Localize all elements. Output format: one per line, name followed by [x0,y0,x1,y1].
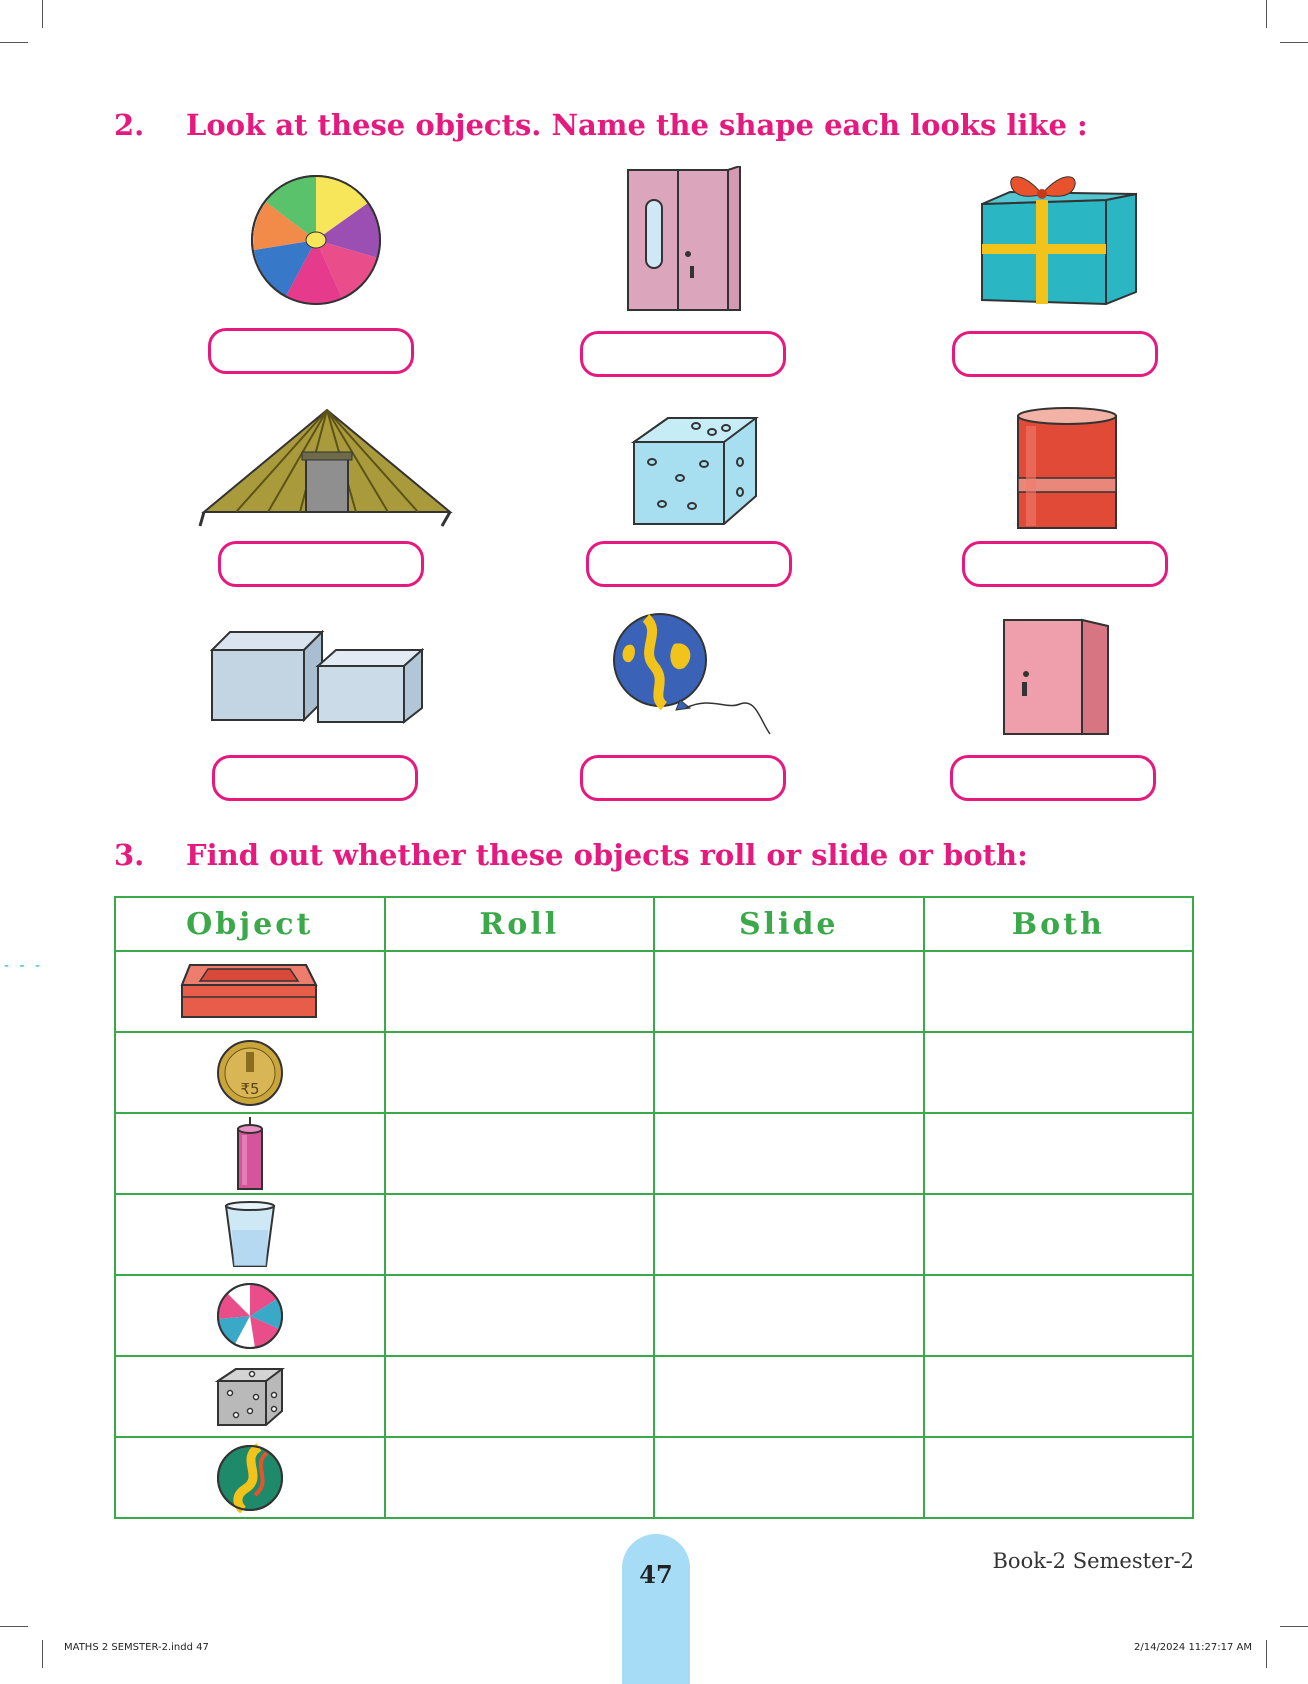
question-2-heading [114,108,1088,142]
table-header-row [115,897,1193,951]
object-cell [115,1356,385,1437]
ball-icon [215,1281,285,1351]
answer-box[interactable] [586,541,792,587]
both-cell[interactable] [924,1113,1194,1194]
glass-icon [222,1200,278,1270]
candle-icon [230,1117,270,1191]
drum-icon [1012,406,1122,532]
both-cell[interactable] [924,1032,1194,1113]
header-slide: Slide [654,897,924,951]
slide-cell[interactable] [654,1194,924,1275]
answer-box[interactable] [580,755,786,801]
table-row [115,1194,1193,1275]
brick-icon [180,957,320,1027]
object-cell [115,1437,385,1518]
boxes-icon [208,624,424,724]
both-cell[interactable] [924,1437,1194,1518]
answer-box[interactable] [950,755,1156,801]
table-row [115,1032,1193,1113]
dice-icon [214,1365,286,1429]
answer-box[interactable] [212,755,418,801]
answer-box[interactable] [952,331,1158,377]
balloon-icon [610,610,776,740]
table-row [115,951,1193,1032]
almirah-icon [1000,616,1112,738]
slide-cell[interactable] [654,1275,924,1356]
cupboard-icon [622,166,746,312]
roll-cell[interactable] [385,1194,655,1275]
beach-ball-icon [246,170,386,310]
slide-cell[interactable] [654,1356,924,1437]
question-3-number: 3. [114,838,145,872]
tent-icon [196,406,458,530]
page-tab [622,1534,690,1684]
both-cell[interactable] [924,1275,1194,1356]
answer-box[interactable] [962,541,1168,587]
question-3-heading [114,838,1028,872]
roll-cell[interactable] [385,1032,655,1113]
answer-box[interactable] [218,541,424,587]
marble-icon [215,1443,285,1513]
roll-cell[interactable] [385,1113,655,1194]
slide-cell[interactable] [654,1437,924,1518]
object-cell [115,1032,385,1113]
file-slug: MATHS 2 SEMSTER-2.indd 47 [64,1642,209,1653]
object-cell [115,1194,385,1275]
coin-icon [215,1038,285,1108]
roll-cell[interactable] [385,951,655,1032]
print-timestamp: 2/14/2024 11:27:17 AM [1133,1642,1252,1653]
question-3-text: Find out whether these objects roll or slide or both: [186,838,1028,872]
gift-box-icon [976,164,1140,310]
dice-icon [624,414,760,528]
object-cell [115,1113,385,1194]
question-2-number: 2. [114,108,145,142]
header-object: Object [115,897,385,951]
table-row [115,1113,1193,1194]
object-cell [115,951,385,1032]
slide-cell[interactable] [654,951,924,1032]
question-2-text: Look at these objects. Name the shape each looks like : [186,108,1088,142]
table-row [115,1275,1193,1356]
page-number: 47 [639,1560,673,1589]
roll-slide-table [114,896,1194,1519]
book-label: Book-2 Semester-2 [992,1549,1194,1573]
both-cell[interactable] [924,1356,1194,1437]
both-cell[interactable] [924,951,1194,1032]
coin-text: ₹5 [240,1079,260,1098]
roll-cell[interactable] [385,1437,655,1518]
table-row [115,1437,1193,1518]
slide-cell[interactable] [654,1113,924,1194]
roll-cell[interactable] [385,1275,655,1356]
header-roll: Roll [385,897,655,951]
table-row [115,1356,1193,1437]
object-cell [115,1275,385,1356]
roll-cell[interactable] [385,1356,655,1437]
registration-dash: - - - [4,958,44,974]
answer-box[interactable] [208,328,414,374]
slide-cell[interactable] [654,1032,924,1113]
answer-box[interactable] [580,331,786,377]
header-both: Both [924,897,1194,951]
both-cell[interactable] [924,1194,1194,1275]
